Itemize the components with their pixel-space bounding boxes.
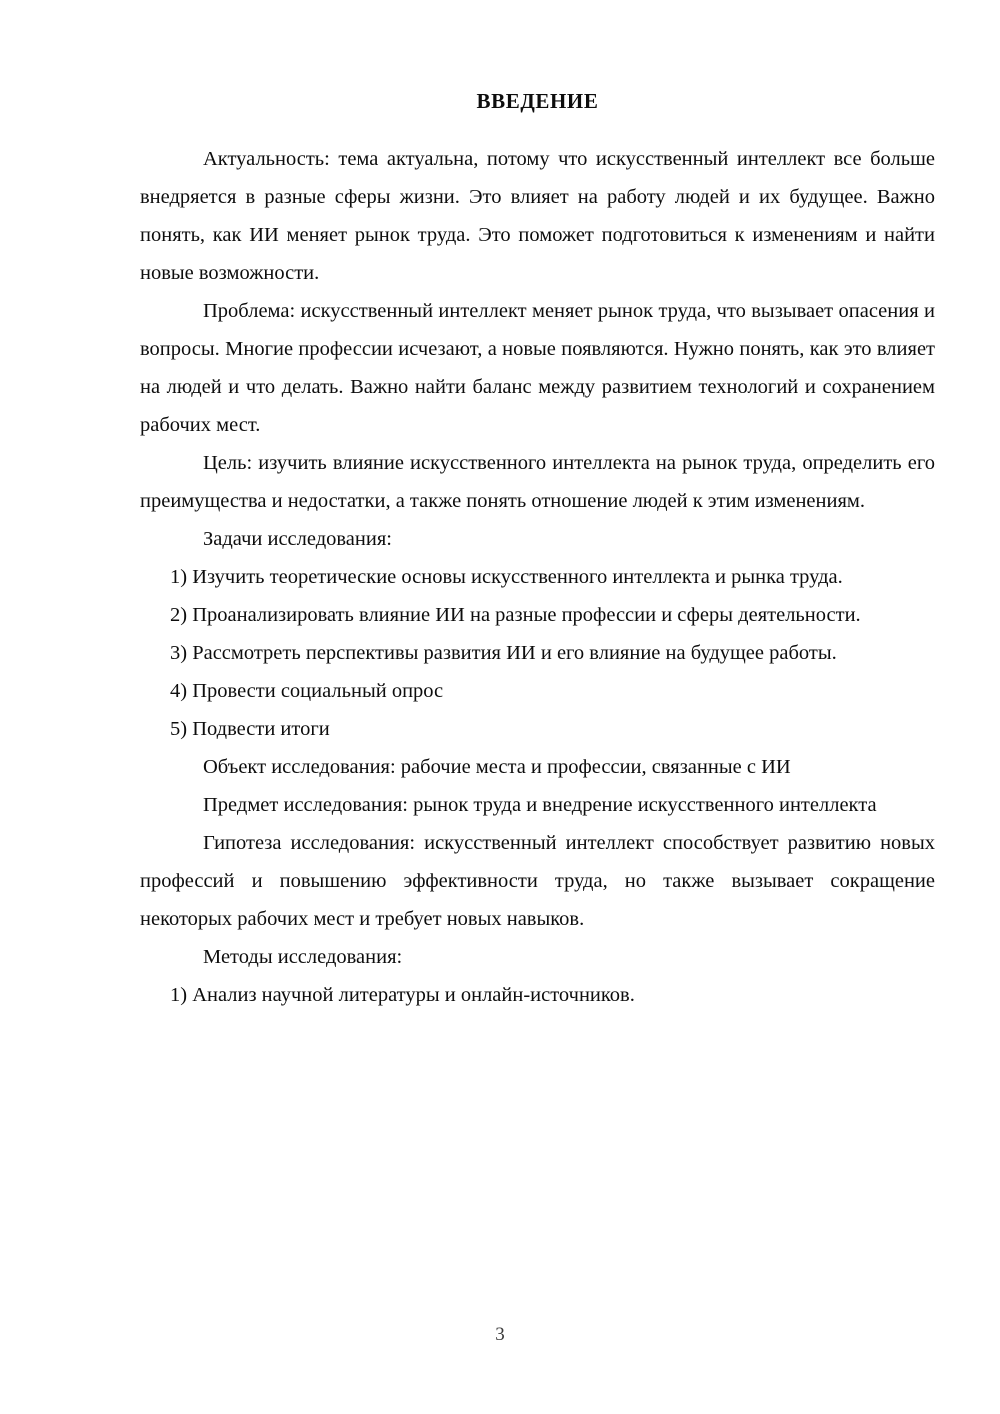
label-research-methods: Методы исследования: xyxy=(203,945,403,968)
list-item-task-4: 4) Провести социальный опрос xyxy=(170,679,444,702)
paragraph-hypothesis: Гипотеза исследования: искусственный интеллект способствует развитию новых профессий и повышению эффективности труда, но также вызывает сокращение некоторых рабочих мест и требует новых навыков. xyxy=(140,831,935,930)
paragraph-goal: Цель: изучить влияние искусственного интеллекта на рынок труда, определить его преимущества и недостатки, а также понять отношение людей к этим изменениям. xyxy=(140,451,935,512)
list-item-task-2: 2) Проанализировать влияние ИИ на разные профессии и сферы деятельности. xyxy=(170,603,861,626)
document-body xyxy=(140,86,935,1014)
paragraph-object: Объект исследования: рабочие места и профессии, связанные с ИИ xyxy=(203,755,791,778)
list-item-method-1: 1) Анализ научной литературы и онлайн-источников. xyxy=(170,983,635,1006)
list-item-task-5: 5) Подвести итоги xyxy=(170,717,330,740)
paragraph-relevance: Актуальность: тема актуальна, потому что искусственный интеллект все больше внедряется в разные сферы жизни. Это влияет на работу людей и их будущее. Важно понять, как ИИ меняет рынок труда. Это поможет подготовиться к изменениям и найти новые возможности. xyxy=(140,147,935,284)
list-item-task-3: 3) Рассмотреть перспективы развития ИИ и его влияние на будущее работы. xyxy=(170,641,837,664)
paragraph-subject: Предмет исследования: рынок труда и внедрение искусственного интеллекта xyxy=(203,793,877,816)
page-number: 3 xyxy=(495,1324,505,1345)
list-item-task-1: 1) Изучить теоретические основы искусственного интеллекта и рынка труда. xyxy=(170,565,843,588)
label-research-tasks: Задачи исследования: xyxy=(203,527,392,550)
paragraph-problem: Проблема: искусственный интеллект меняет рынок труда, что вызывает опасения и вопросы. Многие профессии исчезают, а новые появляются. Нужно понять, как это влияет на людей и что делать. Важно найти баланс между развитием технологий и сохранением рабочих мест. xyxy=(140,299,935,436)
page-title: ВВЕДЕНИЕ xyxy=(476,89,599,113)
